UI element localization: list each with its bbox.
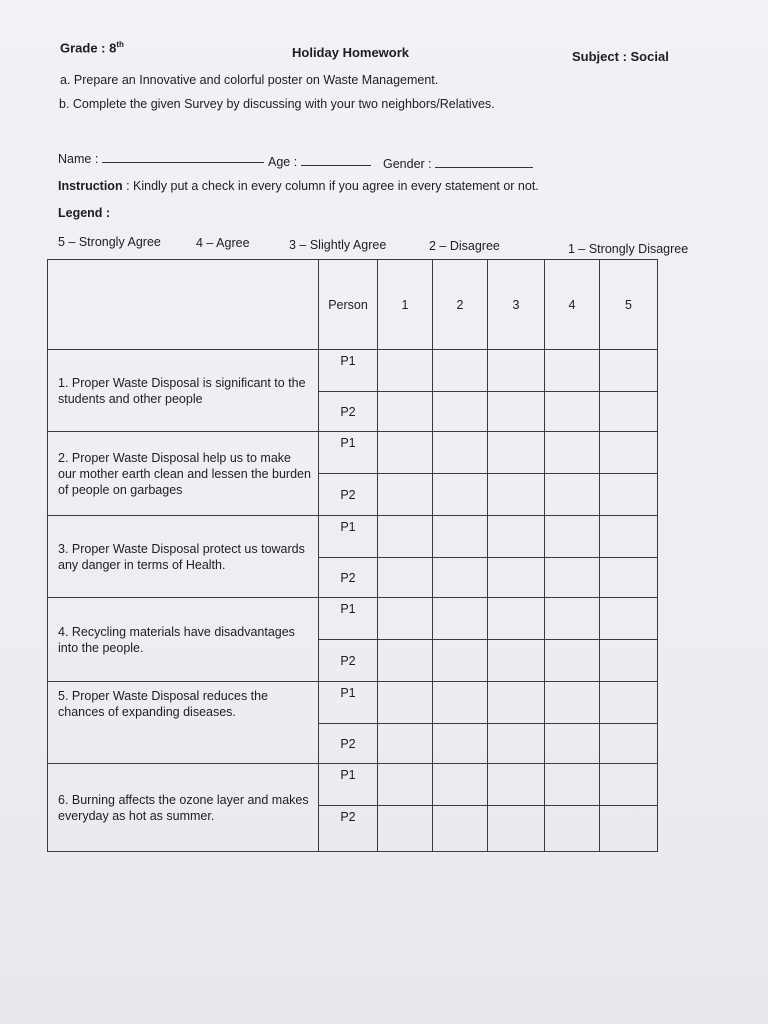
statement-1: 1. Proper Waste Disposal is significant to the students and other people [48,350,319,432]
table-row [48,682,658,724]
check-cell[interactable] [433,350,488,392]
check-cell[interactable] [545,598,600,640]
check-cell[interactable] [600,764,658,806]
check-cell[interactable] [378,432,433,474]
check-cell[interactable] [600,640,658,682]
table-row [48,764,658,806]
check-cell[interactable] [433,764,488,806]
check-cell[interactable] [433,392,488,432]
check-cell[interactable] [600,432,658,474]
table-header-row [48,260,658,350]
legend-item-1: 1 – Strongly Disagree [568,242,689,256]
check-cell[interactable] [488,474,545,516]
check-cell[interactable] [488,350,545,392]
table-row [48,350,658,392]
check-cell[interactable] [433,432,488,474]
person-cell: P1 [319,350,378,392]
statement-6: 6. Burning affects the ozone layer and makes everyday as hot as summer. [48,764,319,852]
check-cell[interactable] [545,764,600,806]
check-cell[interactable] [488,724,545,764]
check-cell[interactable] [600,724,658,764]
check-cell[interactable] [378,724,433,764]
check-cell[interactable] [488,516,545,558]
check-cell[interactable] [600,474,658,516]
check-cell[interactable] [545,474,600,516]
person-cell: P2 [319,474,378,516]
check-cell[interactable] [378,474,433,516]
header-col-4: 4 [545,260,600,350]
check-cell[interactable] [545,806,600,852]
check-cell[interactable] [378,682,433,724]
check-cell[interactable] [378,806,433,852]
subject-label: Subject : Social [572,49,669,64]
check-cell[interactable] [378,640,433,682]
table-row [48,598,658,640]
header-col-5: 5 [600,260,658,350]
check-cell[interactable] [433,724,488,764]
check-cell[interactable] [433,474,488,516]
check-cell[interactable] [378,764,433,806]
instruction-label: Instruction [58,179,123,193]
check-cell[interactable] [378,558,433,598]
statement-2: 2. Proper Waste Disposal help us to make our mother earth clean and lessen the burden of people on garbages [48,432,319,516]
header-col-1: 1 [378,260,433,350]
check-cell[interactable] [488,682,545,724]
check-cell[interactable] [488,432,545,474]
check-cell[interactable] [433,598,488,640]
check-cell[interactable] [378,350,433,392]
person-cell: P1 [319,516,378,558]
check-cell[interactable] [433,806,488,852]
legend-item-3: 3 – Slightly Agree [289,238,387,252]
check-cell[interactable] [378,516,433,558]
person-cell: P2 [319,392,378,432]
person-cell: P2 [319,558,378,598]
age-blank-line[interactable] [301,154,371,166]
table-row [48,432,658,474]
check-cell[interactable] [600,558,658,598]
grade-label [60,40,124,55]
check-cell[interactable] [545,640,600,682]
person-cell: P1 [319,764,378,806]
statement-4: 4. Recycling materials have disadvantages into the people. [48,598,319,682]
check-cell[interactable] [488,558,545,598]
name-blank-line[interactable] [102,151,264,163]
statement-5: 5. Proper Waste Disposal reduces the chances of expanding diseases. [48,682,319,764]
statement-3: 3. Proper Waste Disposal protect us towards any danger in terms of Health. [48,516,319,598]
check-cell[interactable] [545,392,600,432]
gender-label: Gender : [383,157,432,171]
person-cell: P1 [319,598,378,640]
age-field[interactable] [268,154,371,169]
header-person: Person [319,260,378,350]
task-b: b. Complete the given Survey by discussing with your two neighbors/Relatives. [59,97,495,111]
name-label: Name : [58,152,99,166]
survey-table [47,259,658,852]
name-field[interactable] [58,151,264,166]
check-cell[interactable] [600,598,658,640]
page-title: Holiday Homework [292,45,410,60]
legend-item-5: 5 – Strongly Agree [58,235,161,249]
instruction [58,179,539,193]
header-col-2: 2 [433,260,488,350]
check-cell[interactable] [545,558,600,598]
person-cell: P2 [319,640,378,682]
check-cell[interactable] [488,392,545,432]
task-a: a. Prepare an Innovative and colorful poster on Waste Management. [60,73,439,87]
header-blank-cell [48,260,319,350]
grade-superscript: th [116,40,124,49]
check-cell[interactable] [433,640,488,682]
check-cell[interactable] [600,806,658,852]
instruction-text: : Kindly put a check in every column if you agree in every statement or not. [122,179,539,193]
legend-item-2: 2 – Disagree [429,239,500,253]
person-cell: P2 [319,724,378,764]
check-cell[interactable] [488,806,545,852]
check-cell[interactable] [545,724,600,764]
check-cell[interactable] [545,682,600,724]
legend-title: Legend : [58,206,111,220]
check-cell[interactable] [545,432,600,474]
age-label: Age : [268,155,298,169]
check-cell[interactable] [600,682,658,724]
table-row [48,516,658,558]
check-cell[interactable] [545,516,600,558]
check-cell[interactable] [378,392,433,432]
gender-blank-line[interactable] [435,156,533,168]
check-cell[interactable] [600,350,658,392]
check-cell[interactable] [600,516,658,558]
check-cell[interactable] [545,350,600,392]
check-cell[interactable] [488,764,545,806]
person-cell: P1 [319,432,378,474]
check-cell[interactable] [488,598,545,640]
check-cell[interactable] [433,558,488,598]
check-cell[interactable] [488,640,545,682]
check-cell[interactable] [600,392,658,432]
person-cell: P1 [319,682,378,724]
grade-text: Grade : 8 [60,40,117,56]
person-cell: P2 [319,806,378,852]
header-col-3: 3 [488,260,545,350]
gender-field[interactable] [383,156,533,171]
legend-item-4: 4 – Agree [196,236,250,250]
check-cell[interactable] [433,682,488,724]
check-cell[interactable] [433,516,488,558]
check-cell[interactable] [378,598,433,640]
